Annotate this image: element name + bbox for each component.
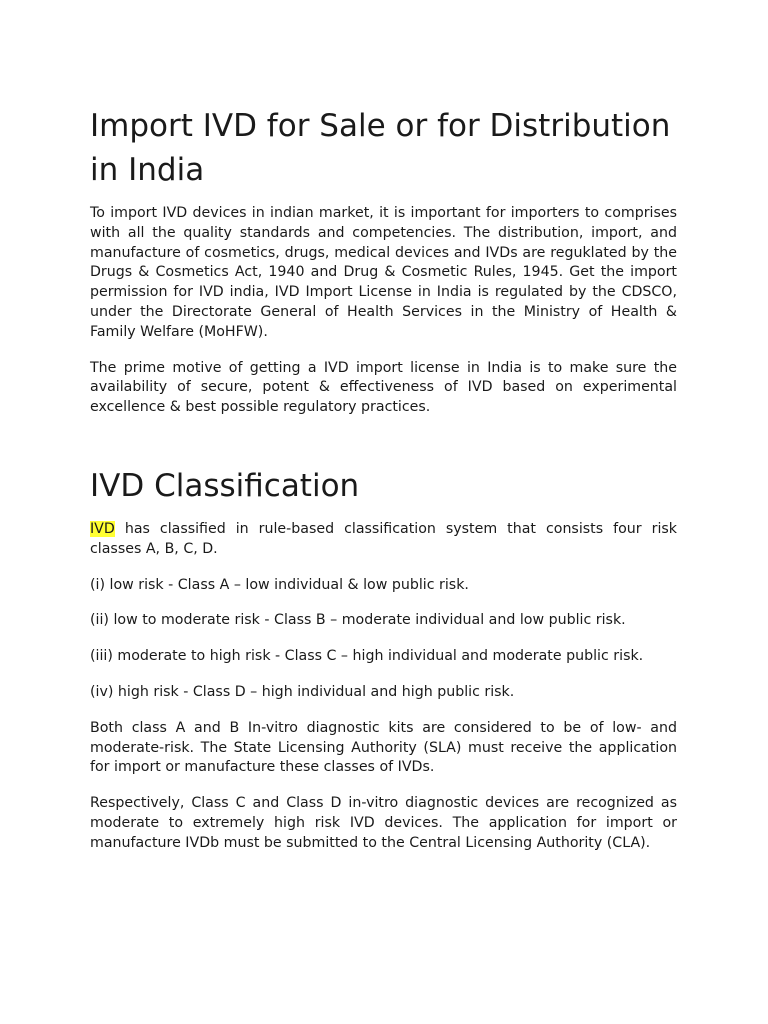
paragraph-import-motive: The prime motive of getting a IVD import license in India is to make sure the availability of secure, potent & effectiveness of IVD based on experimental excellence & best possible regulatory practices.: [90, 359, 677, 416]
paragraph-classification-intro: [90, 520, 677, 560]
section-classification: [90, 464, 677, 854]
class-item-c: (iii) moderate to high risk - Class C – high individual and moderate public risk.: [90, 648, 644, 665]
class-item-d: (iv) high risk - Class D – high individual and high public risk.: [90, 683, 515, 700]
document-page: [90, 104, 677, 854]
highlighted-term: IVD: [90, 520, 115, 537]
paragraph-import-intro: To import IVD devices in indian market, it is important for importers to comprises with all the quality standards and competencies. The distribution, import, and manufacture of cosmetics, drugs, medical devices and IVDs are reguklated by the Drugs & Cosmetics Act, 1940 and Drug & Cosmetic Rules, 1945. Get the import permission for IVD india, IVD Import License in India is regulated by the CDSCO, under the Directorate General of Health Services in the Ministry of Health & Family Welfare (MoHFW).: [90, 205, 677, 340]
section-title-classification: IVD Classification: [90, 467, 360, 504]
section-title-import: Import IVD for Sale or for Distribution in India: [90, 108, 671, 188]
paragraph-sla: Both class A and B In-vitro diagnostic kits are considered to be of low- and moderate-risk. The State Licensing Authority (SLA) must receive the application for import or manufacture these classes of IVDs.: [90, 719, 677, 776]
intro-rest-text: has classified in rule-based classification system that consists four risk classes A, B, C, D.: [90, 520, 677, 557]
paragraph-cla: Respectively, Class C and Class D in-vitro diagnostic devices are recognized as moderate to extremely high risk IVD devices. The application for import or manufacture IVDb must be submitted to the Central Licensing Authority (CLA).: [90, 795, 677, 851]
class-item-b: (ii) low to moderate risk - Class B – moderate individual and low public risk.: [90, 612, 626, 629]
class-item-a: (i) low risk - Class A – low individual & low public risk.: [90, 576, 469, 593]
